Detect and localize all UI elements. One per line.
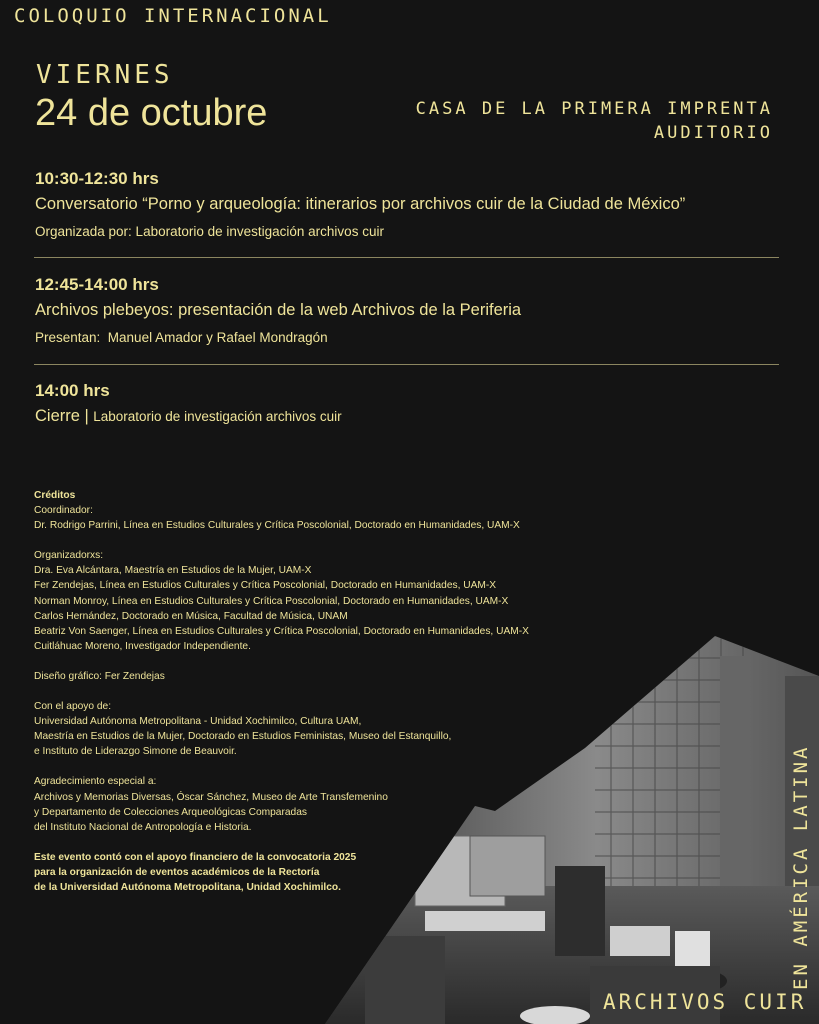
thanks-label: Agradecimiento especial a: bbox=[34, 776, 157, 788]
support-label: Con el apoyo de: bbox=[34, 701, 112, 713]
archive-photo-collage bbox=[325, 636, 819, 1024]
session-2-time: 12:45-14:00 hrs bbox=[35, 275, 159, 294]
session-3-time: 14:00 hrs bbox=[35, 381, 110, 400]
session-divider bbox=[34, 257, 779, 258]
thanks-line: y Departamento de Colecciones Arqueológicas Comparadas bbox=[34, 806, 307, 818]
session-3-title: Cierre | bbox=[35, 407, 89, 425]
venue-room: AUDITORIO bbox=[653, 123, 773, 143]
funding-line: de la Universidad Autónoma Metropolitana, Unidad Xochimilco. bbox=[34, 881, 341, 893]
event-day: VIERNES bbox=[36, 60, 174, 90]
organizer: Carlos Hernández, Doctorado en Música, Facultad de Música, UNAM bbox=[34, 610, 348, 622]
thanks-line: Archivos y Memorias Diversas, Óscar Sánchez, Museo de Arte Transfemenino bbox=[34, 791, 388, 803]
organizer: Cuitláhuac Moreno, Investigador Independiente. bbox=[34, 640, 251, 652]
session-1-title: Conversatorio “Porno y arqueología: itinerarios por archivos cuir de la Ciudad de México” bbox=[35, 195, 686, 213]
session-1-time: 10:30-12:30 hrs bbox=[35, 169, 159, 188]
session-divider bbox=[34, 364, 779, 365]
supporter: Universidad Autónoma Metropolitana - Unidad Xochimilco, Cultura UAM, bbox=[34, 716, 362, 728]
coordinator-label: Coordinador: bbox=[34, 505, 93, 517]
session-1-detail: Organizada por: Laboratorio de investigación archivos cuir bbox=[35, 224, 384, 239]
venue bbox=[416, 97, 773, 145]
session-2-detail: Presentan: Manuel Amador y Rafael Mondragón bbox=[35, 330, 328, 345]
funding-line: Este evento contó con el apoyo financiero de la convocatoria 2025 bbox=[34, 851, 357, 863]
organizer: Norman Monroy, Línea en Estudios Culturales y Crítica Poscolonial, Doctorado en Humanidades, UAM-X bbox=[34, 595, 509, 607]
organizer: Fer Zendejas, Línea en Estudios Culturales y Crítica Poscolonial, Doctorado en Humanidades, UAM-X bbox=[34, 580, 497, 592]
supporter: e Instituto de Liderazgo Simone de Beauvoir. bbox=[34, 746, 237, 758]
credits-heading: Créditos bbox=[34, 490, 76, 501]
session-3-line bbox=[35, 407, 342, 426]
event-type-label: COLOQUIO INTERNACIONAL bbox=[14, 5, 332, 27]
event-date: 24 de octubre bbox=[35, 92, 268, 134]
session-2-title: Archivos plebeyos: presentación de la web Archivos de la Periferia bbox=[35, 301, 522, 319]
funding-line: para la organización de eventos académicos de la Rectoría bbox=[34, 866, 320, 878]
supporter: Maestría en Estudios de la Mujer, Doctorado en Estudios Feministas, Museo del Estanquillo, bbox=[34, 731, 452, 743]
session-3-detail: Laboratorio de investigación archivos cuir bbox=[93, 409, 342, 424]
organizer: Dra. Eva Alcántara, Maestría en Estudios de la Mujer, UAM-X bbox=[34, 565, 312, 577]
thanks-line: del Instituto Nacional de Antropología e Historia. bbox=[34, 821, 252, 833]
organizers-label: Organizadorxs: bbox=[34, 550, 104, 562]
coordinator: Dr. Rodrigo Parrini, Línea en Estudios Culturales y Crítica Poscolonial, Doctorado en Humanidades, UAM-X bbox=[34, 520, 520, 532]
venue-name: CASA DE LA PRIMERA IMPRENTA bbox=[415, 99, 773, 119]
organizer: Beatriz Von Saenger, Línea en Estudios Culturales y Crítica Poscolonial, Doctorado en Humanidades, UAM-X bbox=[34, 625, 529, 637]
design-credit: Diseño gráfico: Fer Zendejas bbox=[34, 670, 165, 682]
footer-title: ARCHIVOS CUIR bbox=[603, 990, 807, 1014]
side-text-vertical: EN AMÉRICA LATINA bbox=[790, 744, 812, 990]
